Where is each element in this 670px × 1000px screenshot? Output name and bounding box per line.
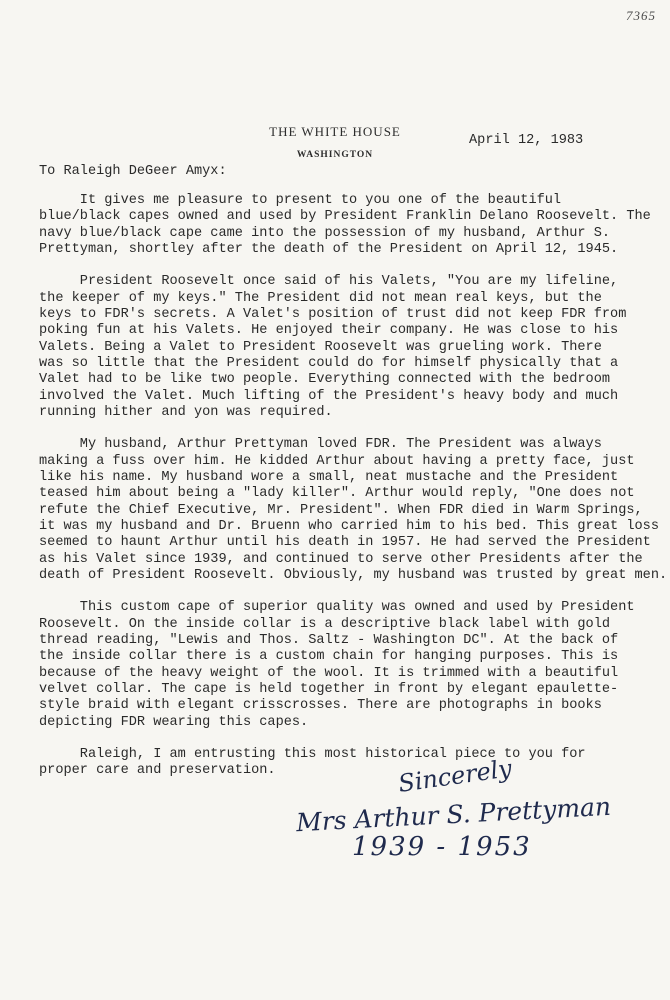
paragraph: Raleigh, I am entrusting this most historical piece to you for proper care and preservation. [39,747,586,779]
paragraph: My husband, Arthur Prettyman loved FDR. The President was always making a fuss over him. He kidded Arthur about having a pretty face, just like his name. My husband wore a small, neat mustache and the President teased him about being a "lady killer". Arthur would reply, "One does not refute the Chief Executive, Mr. President". When FDR died in Warm Springs, it was my husband and Dr. Bruenn who carried him to his bed. This great loss seemed to haunt Arthur until his death in 1957. He had served the President as his Valet since 1939, and continued to serve other Presidents after the death of President Roosevelt. Obviously, my husband was trusted by great men. [39,437,668,583]
paragraph: This custom cape of superior quality was owned and used by President Roosevelt. On the inside collar is a descriptive black label with gold thread reading, "Lewis and Thos. Saltz - Washington DC". At the back of the inside collar there is a custom chain for hanging purposes. This is because of the heavy weight of the wool. It is trimmed with a beautiful velvet collar. The cape is held together in front by elegant epaulette- style braid with elegant crisscrosses. There are photographs in books depicting FDR wearing this capes. [39,600,635,730]
signature-name: Mrs Arthur S. Prettyman [295,791,612,838]
catalog-number: 7365 [626,8,656,23]
letterhead-subtitle: WASHINGTON [296,150,374,160]
signature-closing: Sincerely [396,754,514,798]
paragraph: It gives me pleasure to present to you one of the beautiful blue/black capes owned and used by President Franklin Delano Roosevelt. The navy blue/black cape came into the possession of my husband, Arthur S. Prettyman, shortley after the death of the President on April 12, 1945. [39,193,651,257]
letterhead-title: THE WHITE HOUSE [269,124,401,139]
paragraph: President Roosevelt once said of his Valets, "You are my lifeline, the keeper of my keys." The President did not mean real keys, but the keys to FDR's secrets. A Valet's position of trust did not keep FDR from poking fun at his Valets. He enjoyed their company. He was close to his Valets. Being a Valet to President Roosevelt was grueling work. There was so little that the President could do for himself physically that a Valet had to be like two people. Everything connected with the bedroom involved the Valet. Much lifting of the President's heavy body and much running hither and yon was required. [39,274,627,420]
salutation: To Raleigh DeGeer Amyx: [39,164,227,179]
letterhead [220,124,450,160]
letter-date: April 12, 1983 [469,133,584,148]
letter-body [39,193,668,796]
signature-years: 1939 - 1953 [352,832,532,862]
